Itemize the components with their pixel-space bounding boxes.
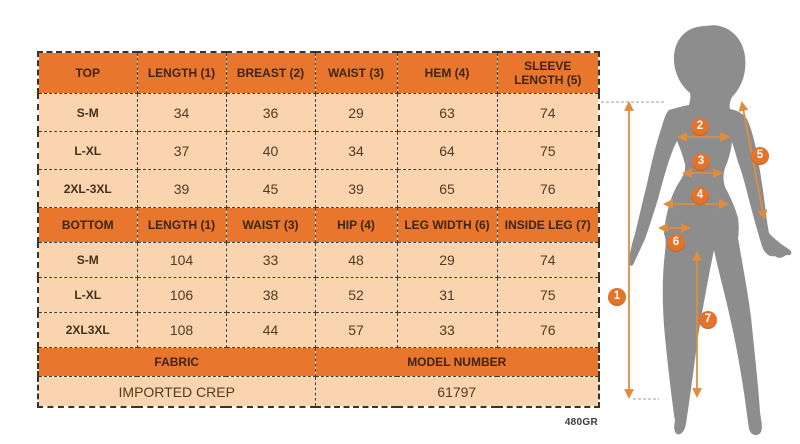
data-row [38,313,599,348]
marker-4-hip: 4 [691,187,709,205]
value-cell: IMPORTED CREP [38,377,315,408]
header-cell: BREAST (2) [226,52,315,94]
value-cell: 106 [137,278,226,313]
header-cell: WAIST (3) [226,208,315,243]
data-row [38,94,599,132]
value-cell: 33 [226,243,315,278]
value-cell: 63 [397,94,497,132]
size-label-cell: 2XL-3XL [38,170,137,208]
value-cell: 104 [137,243,226,278]
measurement-figure [595,20,800,444]
value-cell: 108 [137,313,226,348]
value-cell: 48 [315,243,397,278]
value-cell: 61797 [315,377,599,408]
value-cell: 40 [226,132,315,170]
marker-6-leg-width: 6 [667,234,685,252]
value-cell: 33 [397,313,497,348]
value-cell: 74 [497,243,599,278]
marker-1-length: 1 [608,288,626,306]
value-cell: 36 [226,94,315,132]
value-cell: 76 [497,170,599,208]
header-cell: INSIDE LEG (7) [497,208,599,243]
value-cell: 39 [315,170,397,208]
value-cell: 75 [497,132,599,170]
value-cell: 29 [397,243,497,278]
data-row [38,243,599,278]
header-cell: SLEEVE LENGTH (5) [497,52,599,94]
value-cell: 74 [497,94,599,132]
size-label-cell: L-XL [38,278,137,313]
value-cell: 75 [497,278,599,313]
header-cell: HEM (4) [397,52,497,94]
data-row [38,278,599,313]
value-cell: 39 [137,170,226,208]
value-cell: 38 [226,278,315,313]
size-label-cell: L-XL [38,132,137,170]
value-cell: 64 [397,132,497,170]
value-cell: 29 [315,94,397,132]
value-cell: 52 [315,278,397,313]
header-cell: HIP (4) [315,208,397,243]
value-cell: 65 [397,170,497,208]
value-cell: 31 [397,278,497,313]
value-cell: 34 [137,94,226,132]
header-cell: LENGTH (1) [137,208,226,243]
data-row [38,132,599,170]
size-label-cell: S-M [38,243,137,278]
header-row [38,348,599,377]
value-cell: 57 [315,313,397,348]
weight-note: 480GR [564,417,598,428]
header-cell: TOP [38,52,137,94]
header-cell: MODEL NUMBER [315,348,599,377]
header-cell: LENGTH (1) [137,52,226,94]
value-cell: 34 [315,132,397,170]
value-cell: 37 [137,132,226,170]
size-label-cell: 2XL3XL [38,313,137,348]
data-row [38,377,599,408]
header-cell: FABRIC [38,348,315,377]
value-cell: 76 [497,313,599,348]
marker-7-inside-leg: 7 [699,311,717,329]
header-row [38,208,599,243]
woman-silhouette-icon [629,25,792,435]
size-label-cell: S-M [38,94,137,132]
value-cell: 44 [226,313,315,348]
header-row [38,52,599,94]
size-chart-table [37,51,600,408]
size-chart-body [38,52,599,407]
marker-3-waist: 3 [692,153,710,171]
data-row [38,170,599,208]
header-cell: WAIST (3) [315,52,397,94]
header-cell: LEG WIDTH (6) [397,208,497,243]
header-cell: BOTTOM [38,208,137,243]
marker-2-breast: 2 [691,118,709,136]
marker-5-sleeve: 5 [751,147,769,165]
value-cell: 45 [226,170,315,208]
